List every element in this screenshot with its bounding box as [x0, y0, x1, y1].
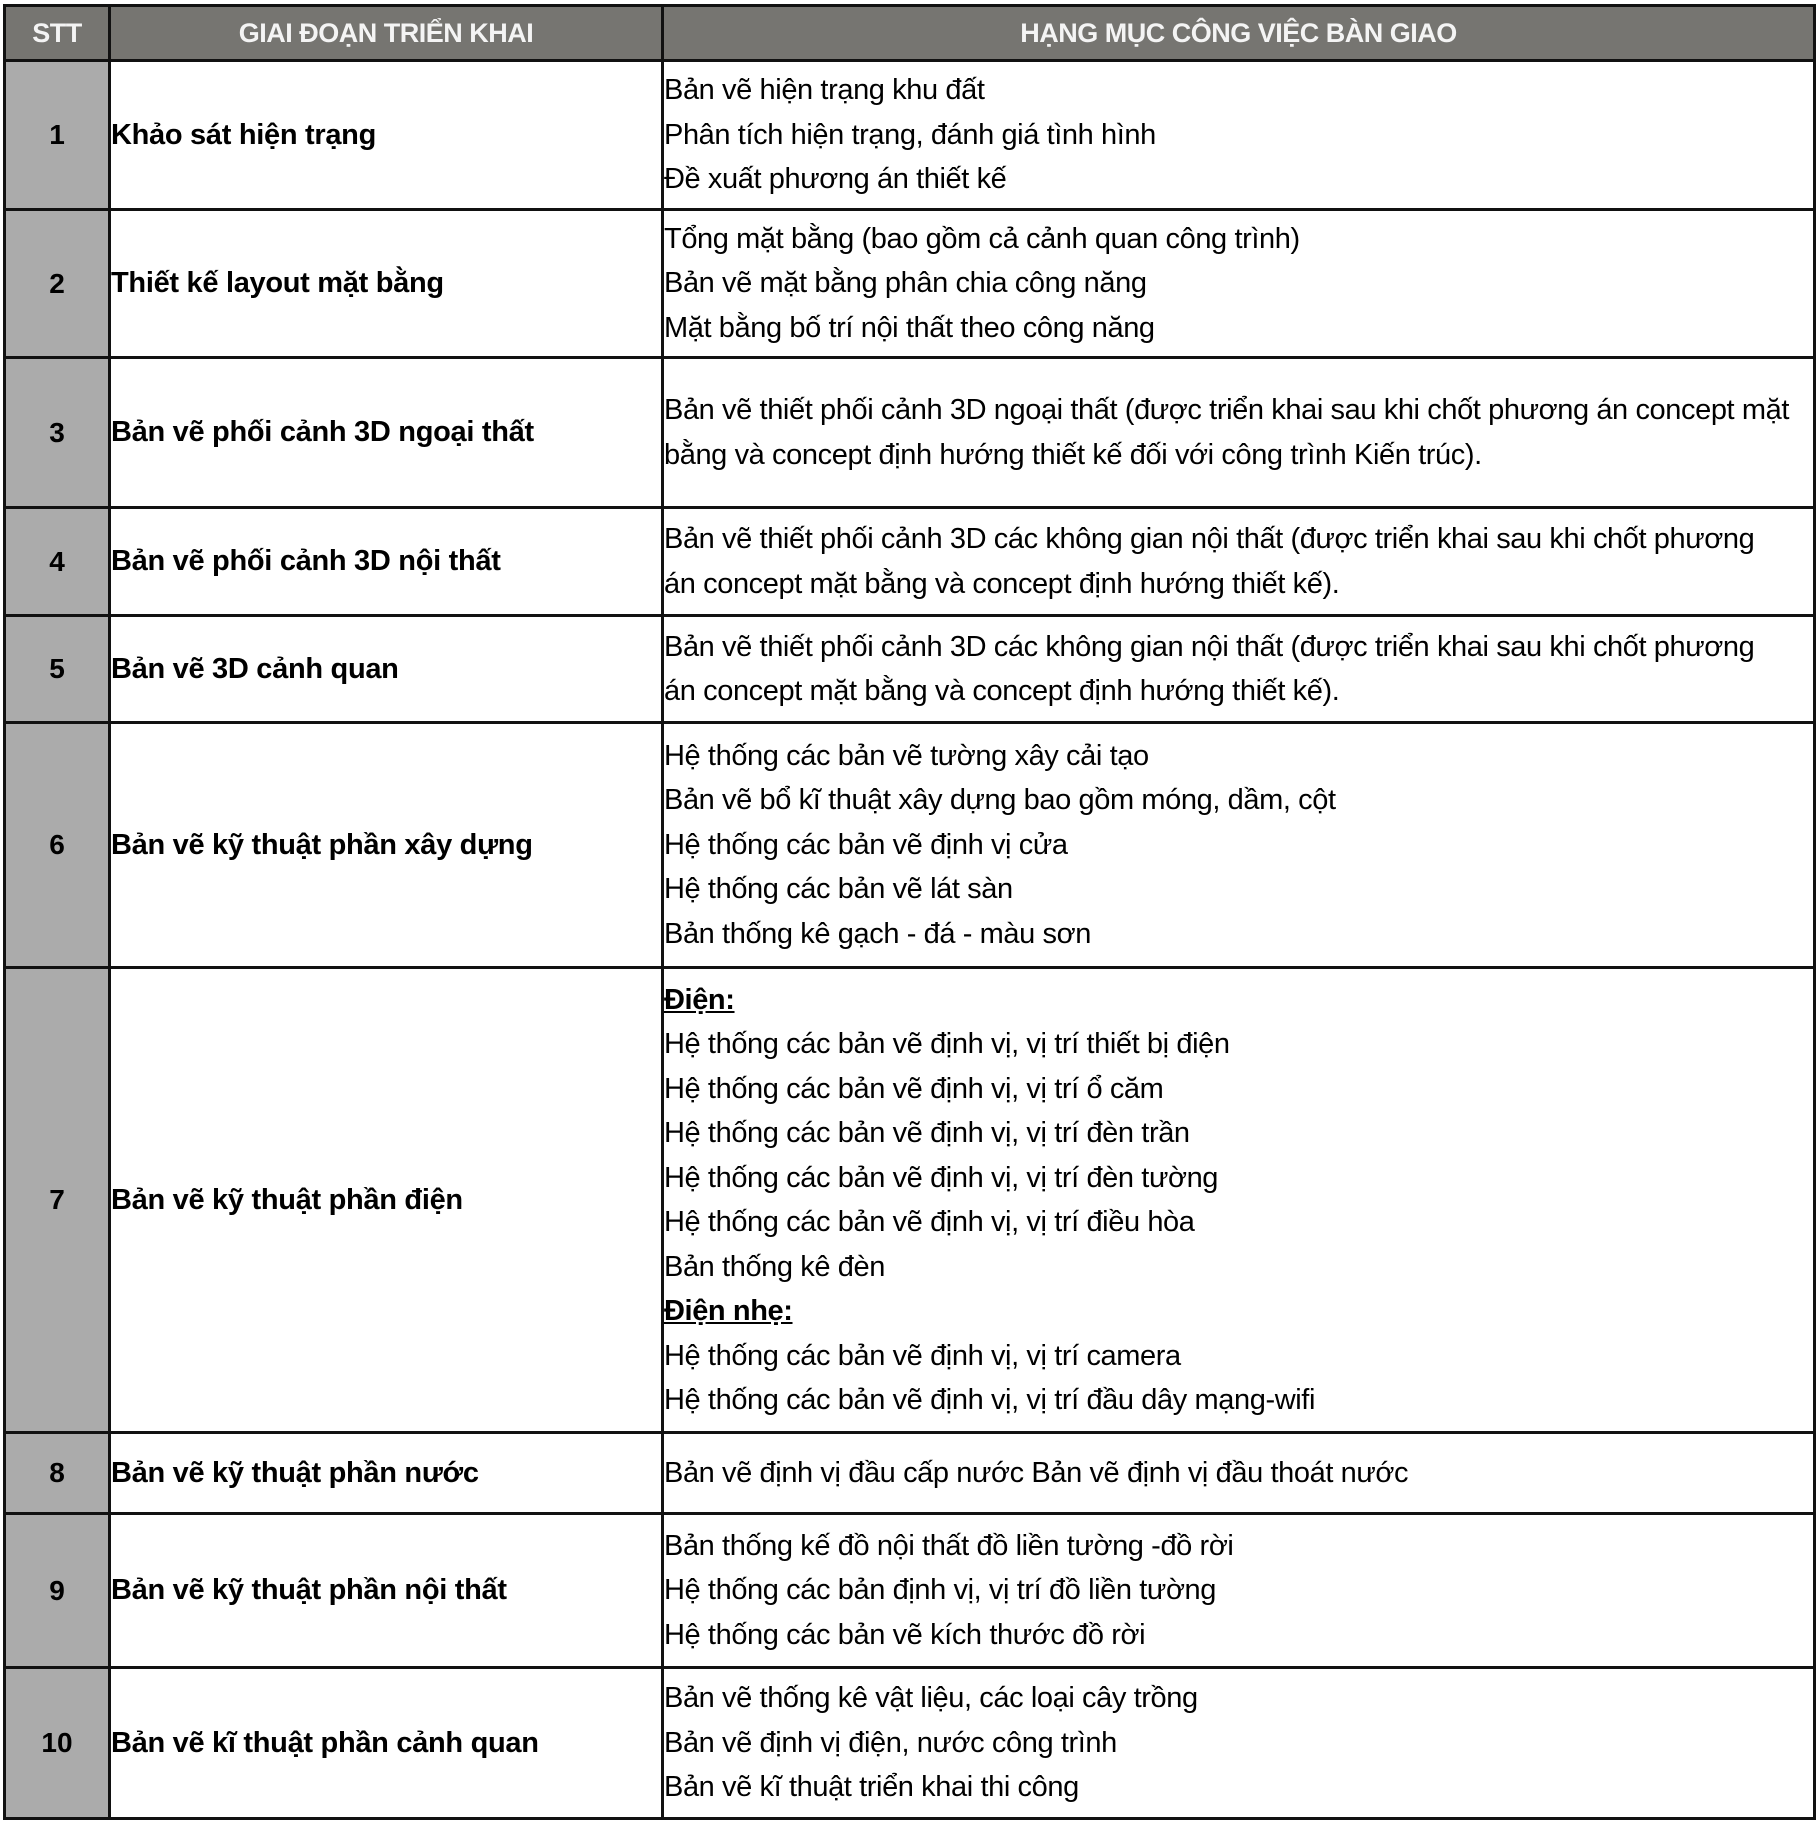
deliverable-item: Phân tích hiện trạng, đánh giá tình hình [664, 118, 1156, 151]
stage-name: Khảo sát hiện trạng [110, 61, 663, 210]
table-row [5, 723, 1815, 968]
deliverables-cell [663, 616, 1815, 723]
stage-name: Bản vẽ kỹ thuật phần nội thất [110, 1514, 663, 1668]
deliverable-item: Hệ thống các bản vẽ định vị, vị trí đèn trần [664, 1117, 1190, 1149]
stage-name: Bản vẽ 3D cảnh quan [110, 616, 663, 723]
deliverables-cell [663, 61, 1815, 210]
stage-name: Bản vẽ phối cảnh 3D nội thất [110, 508, 663, 616]
table-row [5, 210, 1815, 358]
deliverable-item: Bản vẽ định vị điện, nước công trình [664, 1726, 1117, 1759]
table-row [5, 1514, 1815, 1668]
deliverables-table [3, 4, 1816, 1820]
row-number: 7 [5, 968, 110, 1433]
deliverable-item: Bản vẽ thiết phối cảnh 3D ngoại thất (được triển khai sau khi chốt phương án concept mặt bằng và concept định hướng thiết kế đối với công trình Kiến trúc). [664, 394, 1790, 471]
table-row [5, 61, 1815, 210]
deliverable-item: Mặt bằng bố trí nội thất theo công năng [664, 311, 1155, 344]
deliverables-cell [663, 1668, 1815, 1819]
deliverable-item: Bản vẽ bổ kĩ thuật xây dựng bao gồm móng, dầm, cột [664, 784, 1336, 817]
stage-name: Bản vẽ kĩ thuật phần cảnh quan [110, 1668, 663, 1819]
row-number: 2 [5, 210, 110, 358]
deliverable-item: Bản vẽ kĩ thuật triển khai thi công [664, 1771, 1079, 1804]
header-stt: STT [5, 6, 110, 61]
header-items: HẠNG MỤC CÔNG VIỆC BÀN GIAO [663, 6, 1815, 61]
deliverable-item: Hệ thống các bản vẽ kích thước đồ rời [664, 1618, 1146, 1651]
deliverable-item: Bản vẽ hiện trạng khu đất [664, 74, 985, 107]
deliverable-item: Bản thống kế đồ nội thất đồ liền tường -đồ rời [664, 1529, 1234, 1562]
row-number: 8 [5, 1433, 110, 1514]
table-header [5, 6, 1815, 61]
deliverables-cell [663, 1514, 1815, 1668]
stage-name: Thiết kế layout mặt bằng [110, 210, 663, 358]
deliverables-cell [663, 1433, 1815, 1514]
deliverable-subheading: Điện: [664, 983, 735, 1016]
stage-name: Bản vẽ kỹ thuật phần nước [110, 1433, 663, 1514]
table-row [5, 1433, 1815, 1514]
deliverable-item: Đề xuất phương án thiết kế [664, 163, 1007, 196]
row-number: 5 [5, 616, 110, 723]
deliverable-item: Hệ thống các bản vẽ định vị, vị trí thiết bị điện [664, 1028, 1230, 1060]
stage-name: Bản vẽ kỹ thuật phần điện [110, 968, 663, 1433]
deliverable-item: Tổng mặt bằng (bao gồm cả cảnh quan công trình) [664, 222, 1300, 255]
deliverable-item: Bản vẽ mặt bằng phân chia công năng [664, 267, 1147, 300]
table-row [5, 616, 1815, 723]
deliverables-cell [663, 210, 1815, 358]
row-number: 4 [5, 508, 110, 616]
row-number: 1 [5, 61, 110, 210]
table-body [5, 61, 1815, 1819]
table-row [5, 358, 1815, 508]
deliverable-item: Bản vẽ thống kê vật liệu, các loại cây trồng [664, 1682, 1198, 1715]
table-row [5, 1668, 1815, 1819]
stage-name: Bản vẽ kỹ thuật phần xây dựng [110, 723, 663, 968]
row-number: 10 [5, 1668, 110, 1819]
deliverable-item: Bản vẽ thiết phối cảnh 3D các không gian nội thất (được triển khai sau khi chốt phương án concept mặt bằng và concept định hướng thiết kế). [664, 523, 1755, 600]
table-row [5, 508, 1815, 616]
deliverable-item: Hệ thống các bản vẽ định vị, vị trí đèn tường [664, 1161, 1219, 1194]
deliverable-item: Hệ thống các bản vẽ lát sàn [664, 873, 1013, 906]
deliverable-item: Bản thống kê đèn [664, 1250, 885, 1283]
deliverable-item: Bản vẽ định vị đầu cấp nước Bản vẽ định vị đầu thoát nước [664, 1456, 1409, 1489]
deliverable-item: Hệ thống các bản vẽ tường xây cải tạo [664, 739, 1149, 772]
row-number: 3 [5, 358, 110, 508]
deliverables-cell [663, 508, 1815, 616]
deliverable-item: Hệ thống các bản vẽ định vị, vị trí điều hòa [664, 1206, 1195, 1238]
deliverable-item: Bản thống kê gạch - đá - màu sơn [664, 917, 1091, 950]
deliverable-item: Bản vẽ thiết phối cảnh 3D các không gian nội thất (được triển khai sau khi chốt phương án concept mặt bằng và concept định hướng thiết kế). [664, 630, 1755, 707]
deliverable-item: Hệ thống các bản vẽ định vị, vị trí ổ căm [664, 1072, 1164, 1105]
deliverables-cell [663, 968, 1815, 1433]
deliverables-cell [663, 723, 1815, 968]
row-number: 6 [5, 723, 110, 968]
row-number: 9 [5, 1514, 110, 1668]
stage-name: Bản vẽ phối cảnh 3D ngoại thất [110, 358, 663, 508]
deliverable-item: Hệ thống các bản vẽ định vị, vị trí đầu dây mạng-wifi [664, 1384, 1315, 1416]
deliverable-item: Hệ thống các bản vẽ định vị cửa [664, 828, 1068, 861]
deliverable-item: Hệ thống các bản vẽ định vị, vị trí camera [664, 1339, 1181, 1372]
deliverable-subheading: Điện nhẹ: [664, 1295, 793, 1327]
table-row [5, 968, 1815, 1433]
header-stage: GIAI ĐOẠN TRIỂN KHAI [110, 6, 663, 61]
deliverable-item: Hệ thống các bản định vị, vị trí đồ liền tường [664, 1574, 1217, 1607]
deliverables-cell [663, 358, 1815, 508]
